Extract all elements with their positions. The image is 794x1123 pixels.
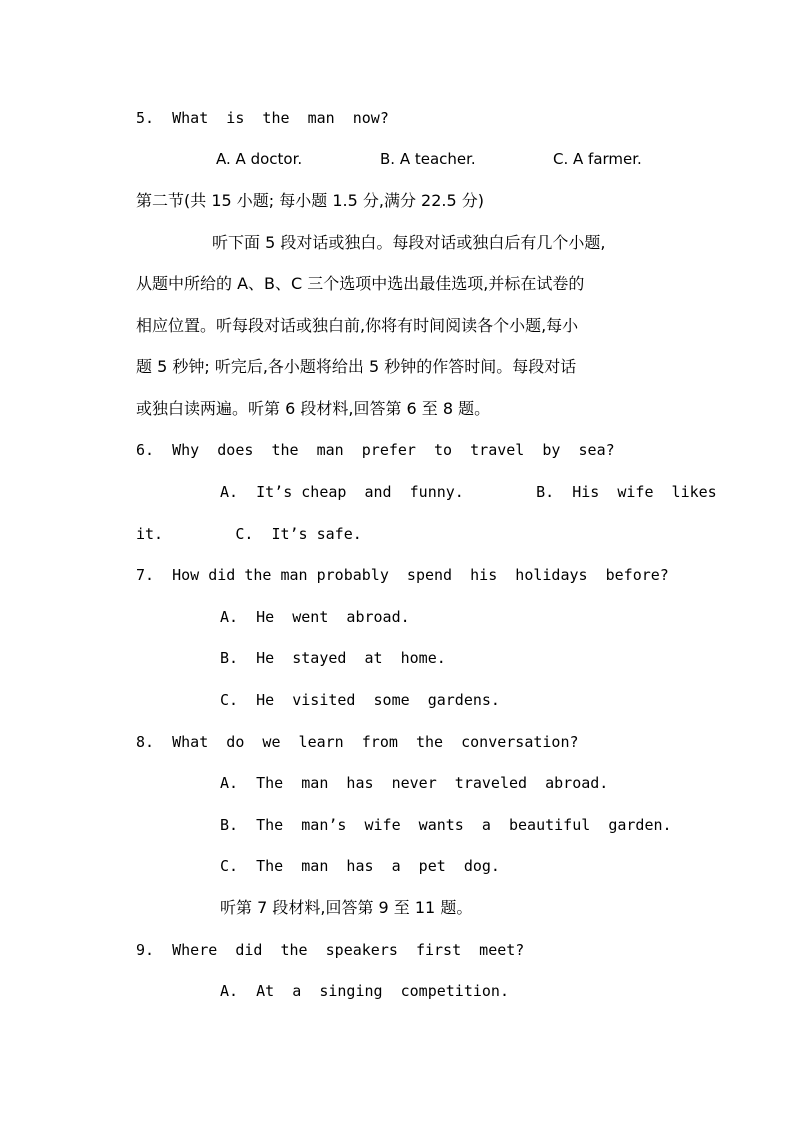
question-8: 8. What do we learn from the conversation? — [136, 733, 579, 751]
q7-option-b: B. He stayed at home. — [220, 649, 446, 667]
q5-option-c: C. A farmer. — [553, 150, 642, 168]
instruction-line: 或独白读两遍。听第 6 段材料,回答第 6 至 8 题。 — [136, 399, 491, 418]
instruction-line: 从题中所给的 A、B、C 三个选项中选出最佳选项,并标在试卷的 — [136, 274, 585, 293]
q6-options-line-2: it. C. It’s safe. — [136, 525, 362, 543]
q8-option-a: A. The man has never traveled abroad. — [220, 774, 609, 792]
question-7: 7. How did the man probably spend his holidays before? — [136, 566, 669, 584]
q8-option-c: C. The man has a pet dog. — [220, 857, 500, 875]
question-9: 9. Where did the speakers first meet? — [136, 941, 525, 959]
q7-option-c: C. He visited some gardens. — [220, 691, 500, 709]
question-5: 5. What is the man now? — [136, 109, 389, 127]
q5-option-b: B. A teacher. — [380, 150, 476, 168]
section-2-heading: 第二节(共 15 小题; 每小题 1.5 分,满分 22.5 分) — [136, 191, 484, 210]
material-7-note: 听第 7 段材料,回答第 9 至 11 题。 — [220, 898, 473, 917]
q7-option-a: A. He went abroad. — [220, 608, 410, 626]
instruction-line: 听下面 5 段对话或独白。每段对话或独白后有几个小题, — [212, 233, 606, 252]
q8-option-b: B. The man’s wife wants a beautiful garden. — [220, 816, 672, 834]
instruction-line: 相应位置。听每段对话或独白前,你将有时间阅读各个小题,每小 — [136, 316, 579, 335]
instruction-line: 题 5 秒钟; 听完后,各小题将给出 5 秒钟的作答时间。每段对话 — [136, 357, 577, 376]
question-6: 6. Why does the man prefer to travel by sea? — [136, 441, 615, 459]
q9-option-a: A. At a singing competition. — [220, 982, 509, 1000]
q5-option-a: A. A doctor. — [216, 150, 303, 168]
q6-options-line-1: A. It’s cheap and funny. B. His wife likes — [220, 483, 717, 501]
